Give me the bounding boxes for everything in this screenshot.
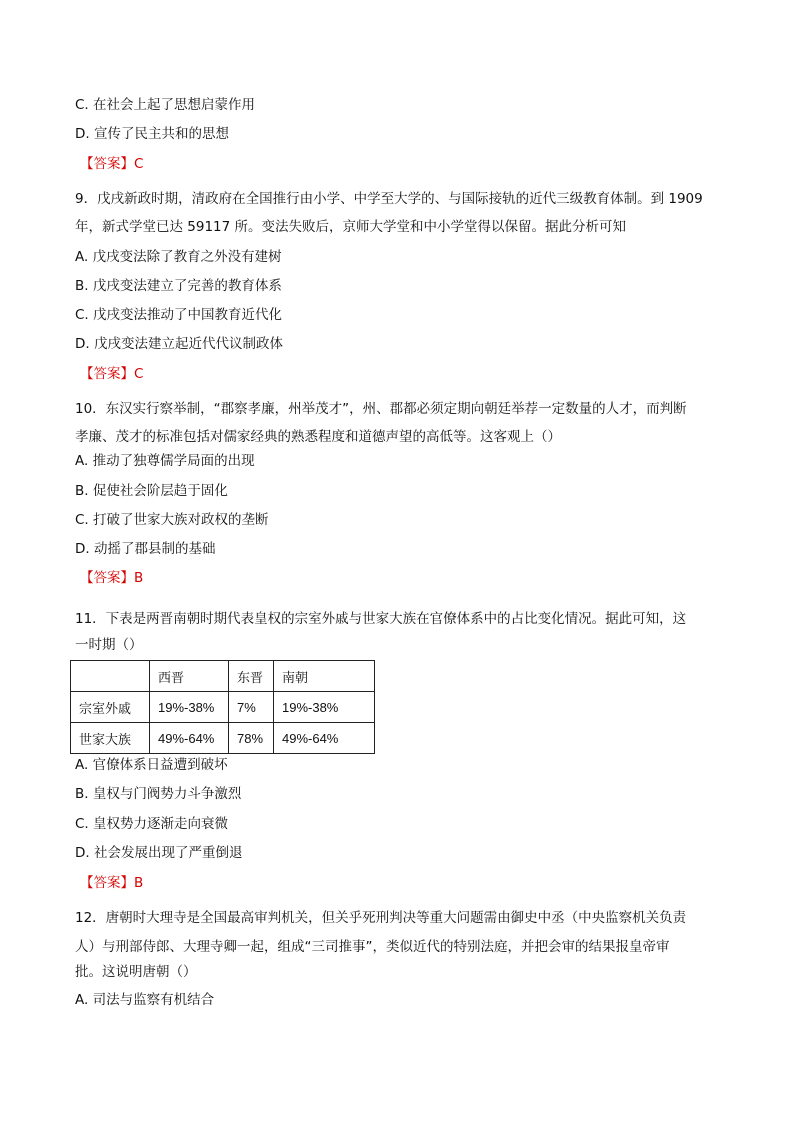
option-d-q10: D. 动摇了郡县制的基础: [75, 541, 216, 557]
answer-value: B: [134, 570, 144, 586]
question-12-line-3: 批。这说明唐朝（）: [75, 964, 197, 980]
question-10-line-1: 10．东汉实行察举制，“郡察孝廉，州举茂才”，州、郡都必须定期向朝廷举荐一定数量的人才，而判断: [75, 401, 687, 417]
option-b-q10: B. 促使社会阶层趋于固化: [75, 483, 228, 499]
answer-label: 【答案】: [80, 875, 134, 891]
answer-q11: [80, 874, 143, 892]
option-a-q9: A. 戊戌变法除了教育之外没有建树: [75, 249, 282, 265]
table-header-cell: [71, 661, 150, 692]
table-header-row: [71, 661, 375, 692]
table-cell: 7%: [229, 692, 274, 723]
option-a-q11: A. 官僚体系日益遭到破坏: [75, 757, 228, 773]
table-row: [71, 723, 375, 754]
answer-q10: [80, 569, 143, 587]
question-12-line-1: 12．唐朝时大理寺是全国最高审判机关，但关乎死刑判决等重大问题需由御史中丞（中央监察机关负责: [75, 910, 687, 926]
table-cell: 世家大族: [71, 723, 150, 754]
table-cell: 78%: [229, 723, 274, 754]
option-a-q10: A. 推动了独尊儒学局面的出现: [75, 453, 255, 469]
option-d-q11: D. 社会发展出现了严重倒退: [75, 845, 243, 861]
option-c-q9: C. 戊戌变法推动了中国教育近代化: [75, 307, 283, 323]
option-c-q8: C. 在社会上起了思想启蒙作用: [75, 97, 256, 113]
table-header-cell: 西晋: [150, 661, 229, 692]
table-cell: 宗室外戚: [71, 692, 150, 723]
answer-label: 【答案】: [80, 570, 134, 586]
table-cell: 19%-38%: [274, 692, 375, 723]
answer-label: 【答案】: [80, 156, 134, 172]
answer-label: 【答案】: [80, 366, 134, 382]
answer-value: C: [134, 156, 144, 172]
question-12-line-2: 人）与刑部侍郎、大理寺卿一起，组成“三司推事”，类似近代的特别法庭，并把会审的结果报皇帝审: [75, 939, 670, 955]
table-cell: 49%-64%: [274, 723, 375, 754]
question-10-line-2: 孝廉、茂才的标准包括对儒家经典的熟悉程度和道德声望的高低等。这客观上（）: [75, 429, 561, 445]
question-11-line-1: 11．下表是两晋南朝时期代表皇权的宗室外戚与世家大族在官僚体系中的占比变化情况。据此可知，这: [75, 611, 687, 627]
question-9-line-2: 年，新式学堂已达 59117 所。变法失败后，京师大学堂和中小学堂得以保留。据此分析可知: [75, 219, 627, 235]
answer-q9: [80, 365, 143, 383]
option-b-q9: B. 戊戌变法建立了完善的教育体系: [75, 278, 282, 294]
question-9-line-1: 9．戊戌新政时期，清政府在全国推行由小学、中学至大学的、与国际接轨的近代三级教育体制。到 1909: [75, 191, 703, 207]
table-cell: 49%-64%: [150, 723, 229, 754]
option-d-q9: D. 戊戌变法建立起近代代议制政体: [75, 336, 283, 352]
option-d-q8: D. 宣传了民主共和的思想: [75, 126, 229, 142]
answer-value: C: [134, 366, 144, 382]
data-table: [70, 660, 375, 754]
answer-q8: [80, 155, 143, 173]
table-row: [71, 692, 375, 723]
option-c-q10: C. 打破了世家大族对政权的垄断: [75, 512, 269, 528]
option-b-q11: B. 皇权与门阀势力斗争激烈: [75, 786, 242, 802]
table-cell: 19%-38%: [150, 692, 229, 723]
table-header-cell: 东晋: [229, 661, 274, 692]
option-c-q11: C. 皇权势力逐渐走向衰微: [75, 816, 229, 832]
answer-value: B: [134, 875, 144, 891]
table-header-cell: 南朝: [274, 661, 375, 692]
option-a-q12: A. 司法与监察有机结合: [75, 992, 215, 1008]
question-11-line-2: 一时期（）: [75, 637, 143, 653]
